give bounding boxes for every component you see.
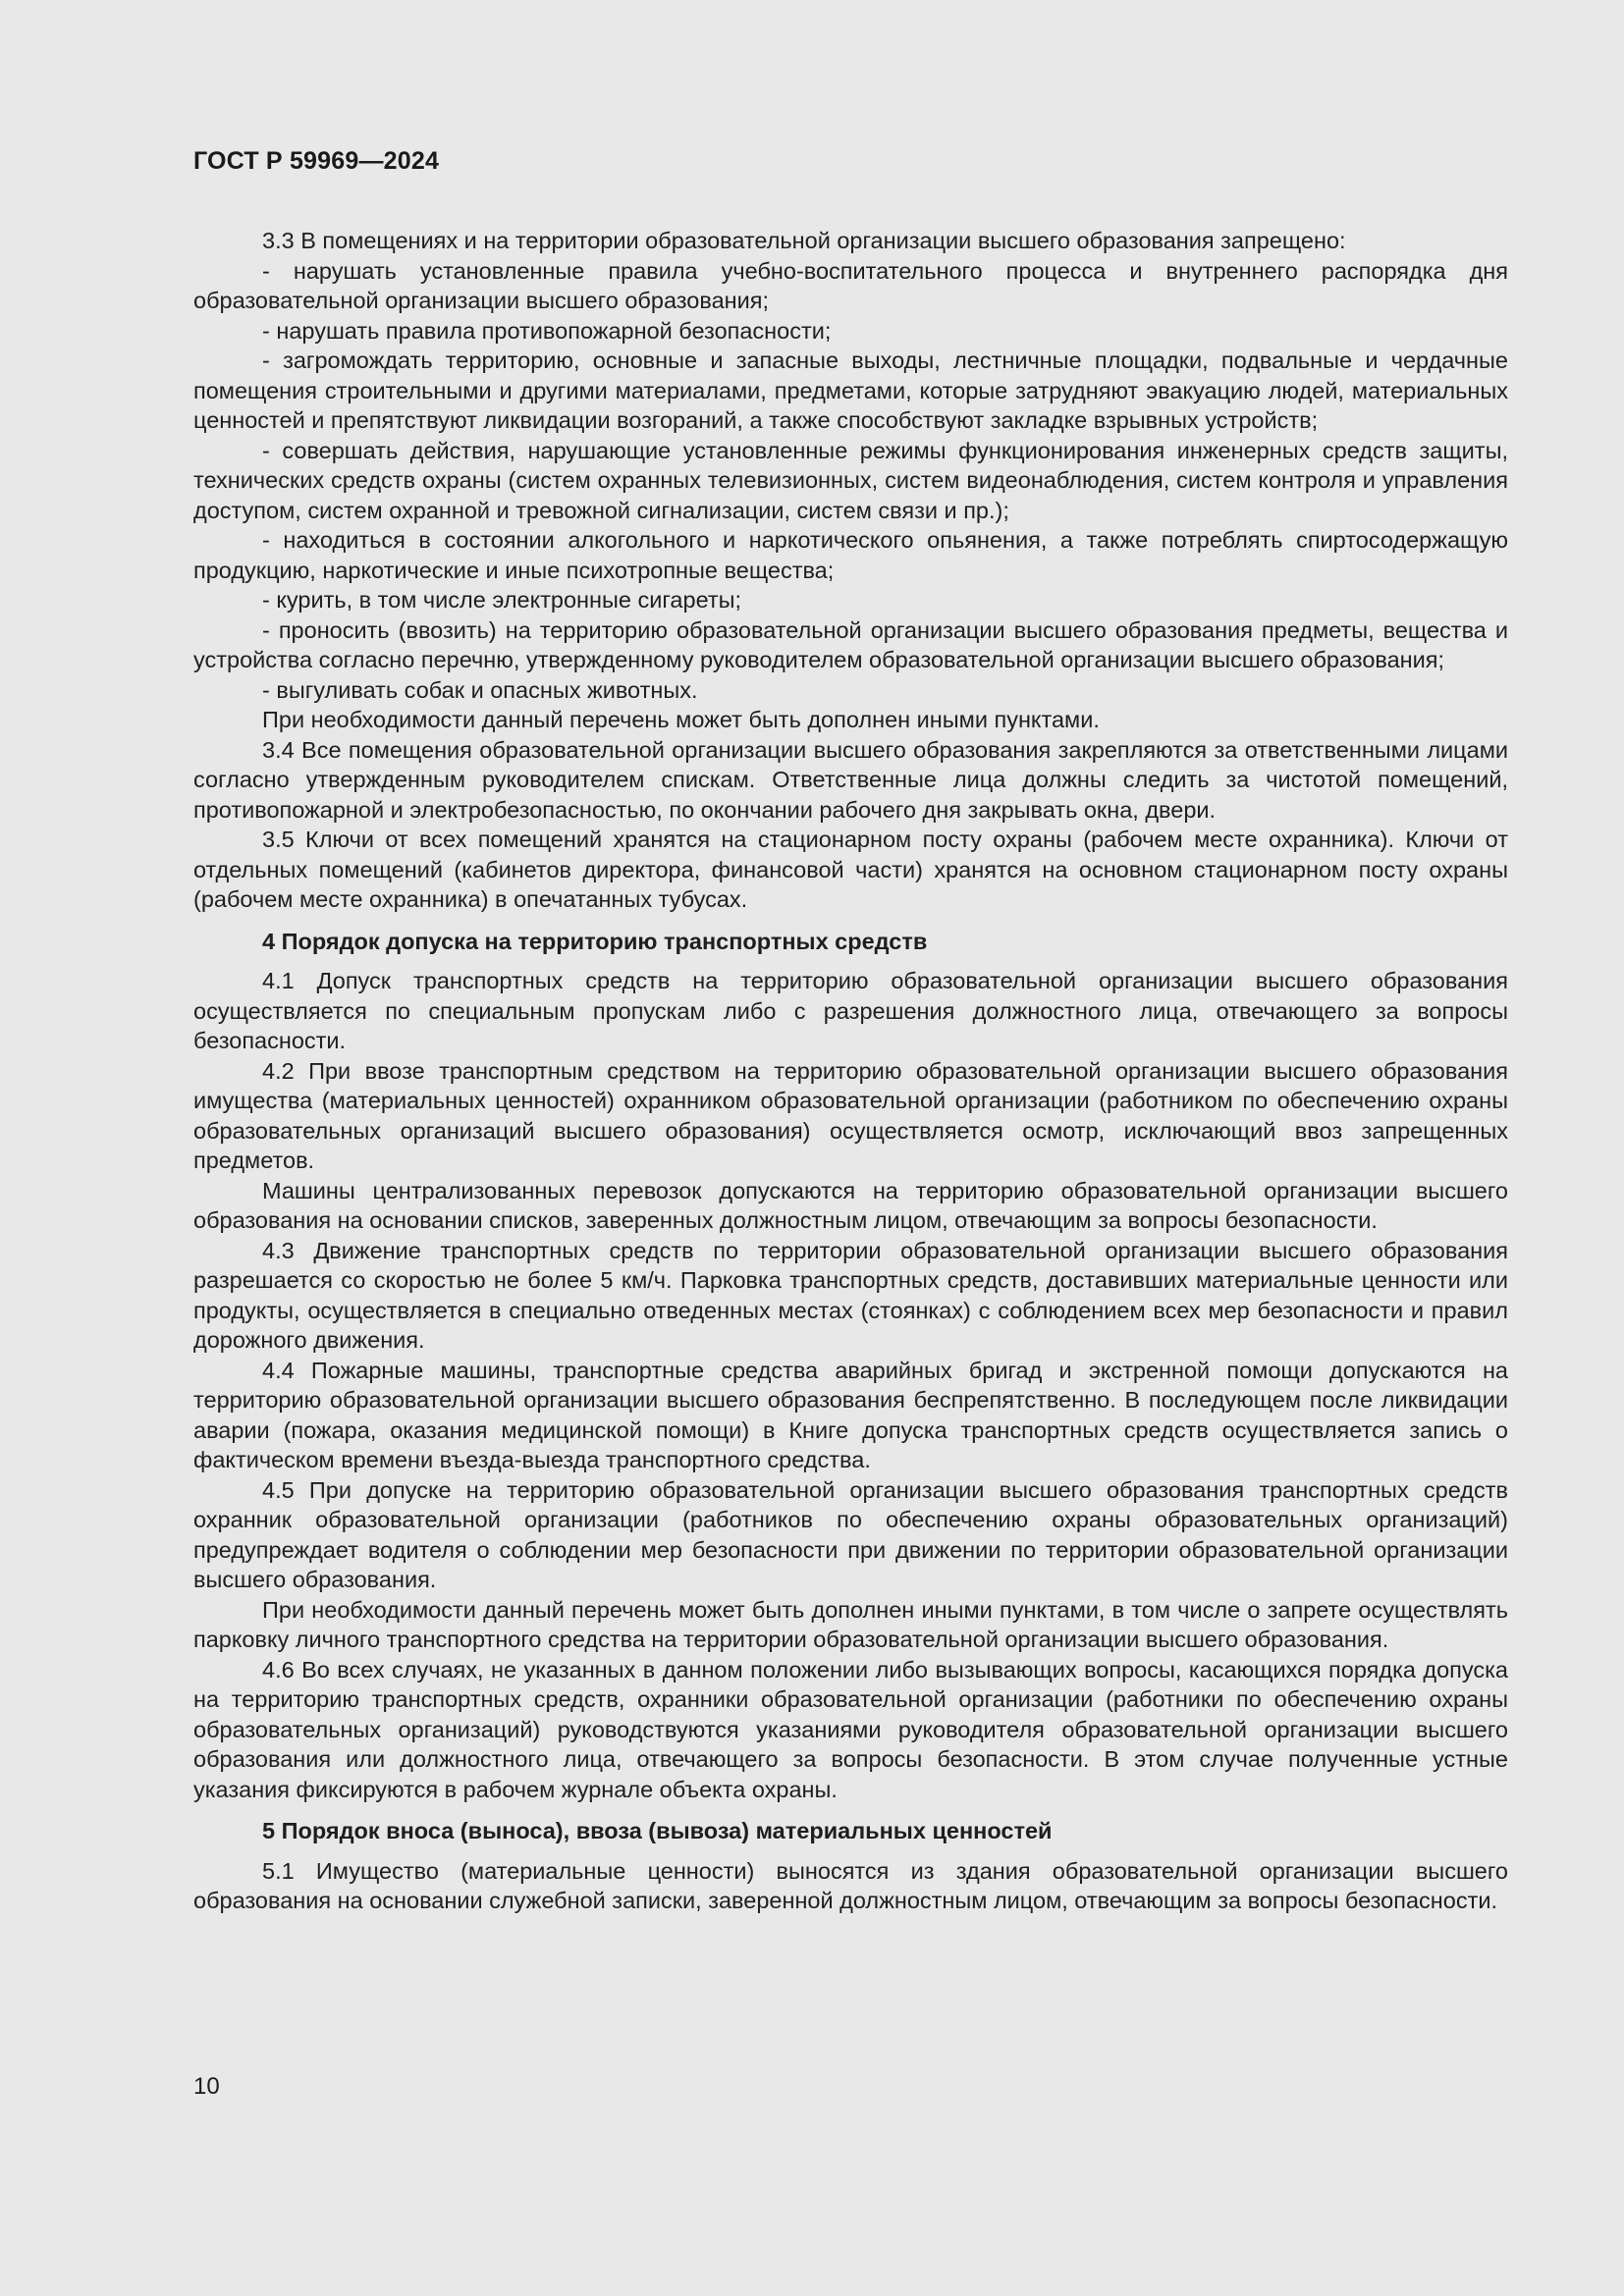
paragraph: 4.1 Допуск транспортных средств на территорию образовательной организации высшего образования осуществляется по специальным пропускам либо с разрешения должностного лица, отвечающего за вопросы безопасности. [193, 968, 1508, 1053]
list-item: - нарушать правила противопожарной безопасности; [262, 317, 832, 344]
paragraph: 3.5 Ключи от всех помещений хранятся на стационарном посту охраны (рабочем месте охранника). Ключи от отдельных помещений (кабинетов директора, финансовой части) хранятся на основном стационарном посту охраны (рабочем месте охранника) в опечатанных тубусах. [193, 827, 1508, 912]
section-heading: 4 Порядок допуска на территорию транспортных средств [262, 928, 928, 954]
list-item: - выгуливать собак и опасных животных. [262, 676, 698, 703]
list-item: - загромождать территорию, основные и запасные выходы, лестничные площадки, подвальные и чердачные помещения строительными и другими материалами, предметами, которые затрудняют эвакуацию людей, материальных ценностей и препятствуют ликвидации возгораний, а также способствуют закладке взрывных устройств; [193, 347, 1508, 433]
paragraph: При необходимости данный перечень может быть дополнен иными пунктами. [262, 707, 1100, 732]
paragraph: 3.3 В помещениях и на территории образовательной организации высшего образования запрещено: [262, 228, 1346, 253]
document-code-header: ГОСТ Р 59969—2024 [193, 147, 440, 175]
paragraph: При необходимости данный перечень может быть дополнен иными пунктами, в том числе о запрете осуществлять парковку личного транспортного средства на территории образовательной организации высшего образования. [193, 1596, 1508, 1652]
section-heading: 5 Порядок вноса (выноса), ввоза (вывоза) материальных ценностей [262, 1818, 1053, 1843]
paragraph: 4.5 При допуске на территорию образовательной организации высшего образования транспортных средств охранник образовательной организации (работников по обеспечению охраны образовательных организаций) предупреждает водителя о соблюдении мер безопасности при движении по территории образовательной организации высшего образования. [193, 1476, 1508, 1592]
list-item: - совершать действия, нарушающие установленные режимы функционирования инженерных средств защиты, технических средств охраны (систем охранных телевизионных, систем видеонаблюдения, систем контроля и управления доступом, систем охранной и тревожной сигнализации, систем связи и пр.); [193, 437, 1508, 523]
page-number: 10 [193, 2073, 220, 2100]
document-body [193, 226, 1508, 1916]
paragraph: 4.4 Пожарные машины, транспортные средства аварийных бригад и экстренной помощи допускаются на территорию образовательной организации высшего образования беспрепятственно. В последующем после ликвидации аварии (пожара, оказания медицинской помощи) в Книге допуска транспортных средств осуществляется запись о фактическом времени въезда-выезда транспортного средства. [193, 1357, 1508, 1472]
paragraph: 4.6 Во всех случаях, не указанных в данном положении либо вызывающих вопросы, касающихся порядка допуска на территорию транспортных средств, охранники образовательной организации (работники по обеспечению охраны образовательных организаций) руководствуются указаниями руководителя образовательной организации высшего образования или должностного лица, отвечающего за вопросы безопасности. В этом случае полученные устные указания фиксируются в рабочем журнале объекта охраны. [193, 1656, 1508, 1802]
paragraph: 4.2 При ввозе транспортным средством на территорию образовательной организации высшего образования имущества (материальных ценностей) охранником образовательной организации (работником по обеспечению охраны образовательных организаций высшего образования) осуществляется осмотр, исключающий ввоз запрещенных предметов. [193, 1057, 1508, 1173]
list-item: - проносить (ввозить) на территорию образовательной организации высшего образования предметы, вещества и устройства согласно перечню, утвержденному руководителем образовательной организации высшего образования; [193, 616, 1508, 672]
paragraph: 5.1 Имущество (материальные ценности) выносятся из здания образовательной организации высшего образования на основании служебной записки, заверенной должностным лицом, отвечающим за вопросы безопасности. [193, 1857, 1508, 1913]
list-item: - находиться в состоянии алкогольного и наркотического опьянения, а также потреблять спиртосодержащую продукцию, наркотические и иные психотропные вещества; [193, 527, 1508, 583]
list-item: - курить, в том числе электронные сигареты; [262, 587, 742, 613]
list-item: - нарушать установленные правила учебно-воспитательного процесса и внутреннего распорядка дня образовательной организации высшего образования; [193, 257, 1508, 313]
paragraph: 3.4 Все помещения образовательной организации высшего образования закрепляются за ответственными лицами согласно утвержденным руководителем спискам. Ответственные лица должны следить за чистотой помещений, противопожарной и электробезопасностью, по окончании рабочего дня закрывать окна, двери. [193, 736, 1508, 823]
paragraph: 4.3 Движение транспортных средств по территории образовательной организации высшего образования разрешается со скоростью не более 5 км/ч. Парковка транспортных средств, доставивших материальные ценности или продукты, осуществляется в специально отведенных местах (стоянках) с соблюдением всех мер безопасности и правил дорожного движения. [193, 1237, 1508, 1353]
paragraph: Машины централизованных перевозок допускаются на территорию образовательной организации высшего образования на основании списков, заверенных должностным лицом, отвечающим за вопросы безопасности. [193, 1177, 1508, 1233]
